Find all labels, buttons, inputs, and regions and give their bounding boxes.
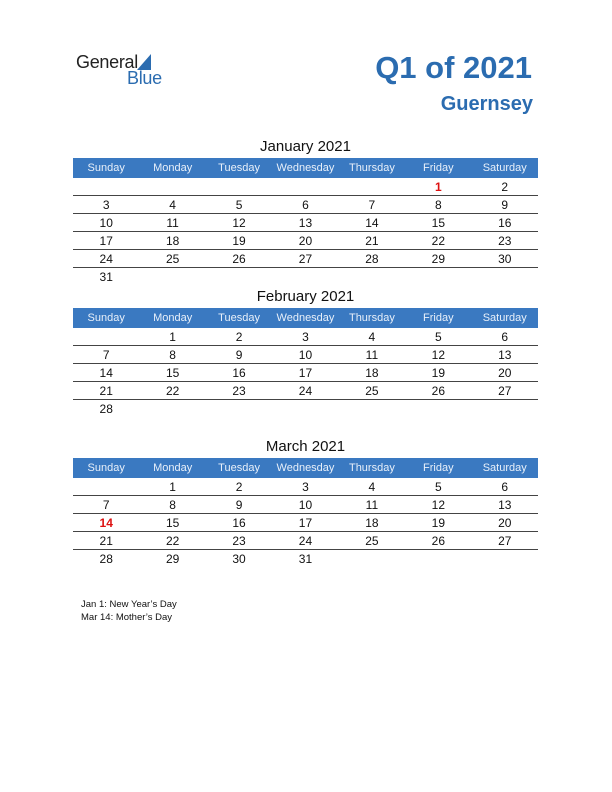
day-cell <box>272 400 338 417</box>
day-cell: 24 <box>298 384 313 398</box>
weekday-label: Thursday <box>348 462 395 474</box>
day-cell: 23 <box>498 234 512 248</box>
day-cell: 18 <box>165 234 180 248</box>
day-cell: 31 <box>298 552 313 566</box>
day-cell: 11 <box>166 216 179 230</box>
day-cell: 25 <box>165 252 180 266</box>
week-row <box>73 400 538 417</box>
day-cell: 1 <box>169 480 176 494</box>
day-cell: 3 <box>102 198 110 212</box>
weekday-header <box>73 158 538 178</box>
month-calendar <box>73 436 538 567</box>
day-cell: 23 <box>232 384 246 398</box>
page-title: Q1 of 2021 <box>375 50 532 85</box>
week-row <box>73 178 538 196</box>
weekday-label: Saturday <box>482 312 527 324</box>
weekday-label: Monday <box>153 462 193 474</box>
week-row <box>73 214 538 232</box>
day-cell: 6 <box>501 480 509 494</box>
day-cell: 22 <box>165 384 180 398</box>
weekday-label: Friday <box>423 312 454 324</box>
day-cell <box>339 178 405 195</box>
day-cell: 13 <box>498 348 512 362</box>
day-cell: 19 <box>232 234 246 248</box>
day-cell: 25 <box>365 384 379 398</box>
brand-name-blue: Blue <box>127 68 162 88</box>
day-cell: 29 <box>431 252 445 266</box>
day-cell: 5 <box>434 480 442 494</box>
day-cell: 16 <box>232 366 246 380</box>
week-row <box>73 268 538 285</box>
week-row <box>73 532 538 550</box>
day-cell <box>139 268 205 285</box>
day-cell: 10 <box>298 498 313 512</box>
day-cell: 11 <box>365 348 379 362</box>
weekday-label: Saturday <box>482 162 527 174</box>
day-cell <box>73 178 139 195</box>
brand-name-general: General <box>76 52 138 72</box>
day-cell: 4 <box>368 480 376 494</box>
day-cell: 15 <box>165 516 180 530</box>
week-row <box>73 346 538 364</box>
day-cell <box>272 268 338 285</box>
day-cell: 28 <box>365 252 379 266</box>
day-cell: 17 <box>298 366 313 380</box>
day-cell: 8 <box>434 198 442 212</box>
day-cell: 1 <box>434 180 442 194</box>
day-cell: 23 <box>232 534 246 548</box>
day-cell: 10 <box>99 216 113 230</box>
day-cell: 27 <box>498 534 512 548</box>
day-cell: 5 <box>434 330 442 344</box>
day-cell: 19 <box>431 516 445 530</box>
week-row <box>73 196 538 214</box>
week-row <box>73 364 538 382</box>
day-cell <box>472 550 538 567</box>
day-cell <box>206 400 272 417</box>
day-cell: 13 <box>298 216 313 230</box>
weekday-label: Wednesday <box>276 462 335 474</box>
weekday-label: Tuesday <box>218 162 260 174</box>
weekday-label: Tuesday <box>218 462 260 474</box>
day-cell: 17 <box>298 516 313 530</box>
weekday-header <box>73 308 538 328</box>
day-cell: 26 <box>431 384 445 398</box>
holiday-notes <box>81 598 177 624</box>
weekday-header <box>73 458 538 478</box>
day-cell: 14 <box>99 366 113 380</box>
day-cell: 16 <box>232 516 246 530</box>
day-cell: 21 <box>99 534 113 548</box>
month-title: January 2021 <box>260 138 351 155</box>
day-cell: 10 <box>298 348 313 362</box>
day-cell <box>339 550 405 567</box>
day-cell: 24 <box>99 252 113 266</box>
day-cell <box>139 400 205 417</box>
day-cell: 28 <box>99 552 113 566</box>
weekday-label: Sunday <box>87 462 125 474</box>
weekday-label: Thursday <box>348 312 395 324</box>
day-cell: 14 <box>365 216 379 230</box>
day-cell: 24 <box>298 534 313 548</box>
day-cell <box>206 268 272 285</box>
weekday-label: Sunday <box>87 162 125 174</box>
week-row <box>73 382 538 400</box>
day-cell <box>139 178 205 195</box>
day-cell: 9 <box>235 348 243 362</box>
day-cell: 4 <box>169 198 176 212</box>
day-cell: 20 <box>498 366 512 380</box>
day-cell: 4 <box>368 330 376 344</box>
day-cell: 16 <box>498 216 512 230</box>
day-cell: 20 <box>298 234 313 248</box>
weekday-label: Friday <box>423 462 454 474</box>
day-cell <box>472 400 538 417</box>
day-cell: 12 <box>232 216 246 230</box>
day-cell: 13 <box>498 498 512 512</box>
week-row <box>73 478 538 496</box>
holiday-note: Jan 1: New Year’s Day <box>81 599 177 610</box>
day-cell: 2 <box>235 480 243 494</box>
month-calendar <box>73 136 538 285</box>
day-cell: 6 <box>302 198 309 212</box>
day-cell <box>73 328 139 345</box>
week-row <box>73 514 538 532</box>
day-cell: 14 <box>99 516 113 530</box>
day-cell: 18 <box>365 366 379 380</box>
day-cell: 1 <box>169 330 176 344</box>
weekday-label: Wednesday <box>276 162 335 174</box>
day-cell <box>405 268 471 285</box>
day-cell <box>206 178 272 195</box>
holiday-note: Mar 14: Mother’s Day <box>81 612 172 623</box>
month-title: February 2021 <box>256 288 355 305</box>
day-cell: 12 <box>431 498 445 512</box>
day-cell: 9 <box>235 498 243 512</box>
day-cell: 22 <box>431 234 445 248</box>
weekday-label: Saturday <box>482 462 527 474</box>
day-cell: 31 <box>99 270 113 284</box>
day-cell <box>73 478 139 495</box>
day-cell <box>339 268 405 285</box>
day-cell: 15 <box>431 216 445 230</box>
day-cell: 27 <box>498 384 512 398</box>
week-row <box>73 328 538 346</box>
day-cell: 6 <box>501 330 509 344</box>
day-cell: 7 <box>102 498 110 512</box>
day-cell: 7 <box>368 198 376 212</box>
day-cell: 2 <box>501 180 509 194</box>
week-row <box>73 550 538 567</box>
day-cell <box>339 400 405 417</box>
day-cell: 3 <box>302 480 309 494</box>
day-cell: 25 <box>365 534 379 548</box>
day-cell: 5 <box>235 198 243 212</box>
weekday-label: Monday <box>153 162 193 174</box>
weekday-label: Sunday <box>87 312 125 324</box>
day-cell: 21 <box>99 384 113 398</box>
day-cell: 28 <box>99 402 113 416</box>
day-cell: 22 <box>165 534 180 548</box>
day-cell <box>272 178 338 195</box>
month-calendar <box>73 286 538 417</box>
day-cell: 15 <box>165 366 180 380</box>
day-cell: 26 <box>232 252 246 266</box>
day-cell <box>405 400 471 417</box>
day-cell: 2 <box>235 330 243 344</box>
weekday-label: Thursday <box>348 162 395 174</box>
weekday-label: Friday <box>423 162 454 174</box>
day-cell: 8 <box>169 348 176 362</box>
page-subtitle: Guernsey <box>440 93 533 115</box>
day-cell <box>472 268 538 285</box>
day-cell: 30 <box>498 252 512 266</box>
day-cell: 9 <box>501 198 509 212</box>
day-cell: 20 <box>498 516 512 530</box>
week-row <box>73 250 538 268</box>
day-cell: 30 <box>232 552 246 566</box>
day-cell: 27 <box>298 252 313 266</box>
weekday-label: Wednesday <box>276 312 335 324</box>
day-cell: 29 <box>165 552 180 566</box>
day-cell: 17 <box>99 234 113 248</box>
weekday-label: Tuesday <box>218 312 260 324</box>
day-cell: 21 <box>365 234 379 248</box>
day-cell: 19 <box>431 366 445 380</box>
day-cell: 8 <box>169 498 176 512</box>
day-cell <box>405 550 471 567</box>
brand-logo <box>76 52 176 88</box>
week-row <box>73 232 538 250</box>
week-row <box>73 496 538 514</box>
day-cell: 18 <box>365 516 379 530</box>
weekday-label: Monday <box>153 312 193 324</box>
day-cell: 3 <box>302 330 309 344</box>
day-cell: 11 <box>365 498 379 512</box>
day-cell: 7 <box>102 348 110 362</box>
month-title: March 2021 <box>265 438 346 455</box>
day-cell: 12 <box>431 348 445 362</box>
day-cell: 26 <box>431 534 445 548</box>
